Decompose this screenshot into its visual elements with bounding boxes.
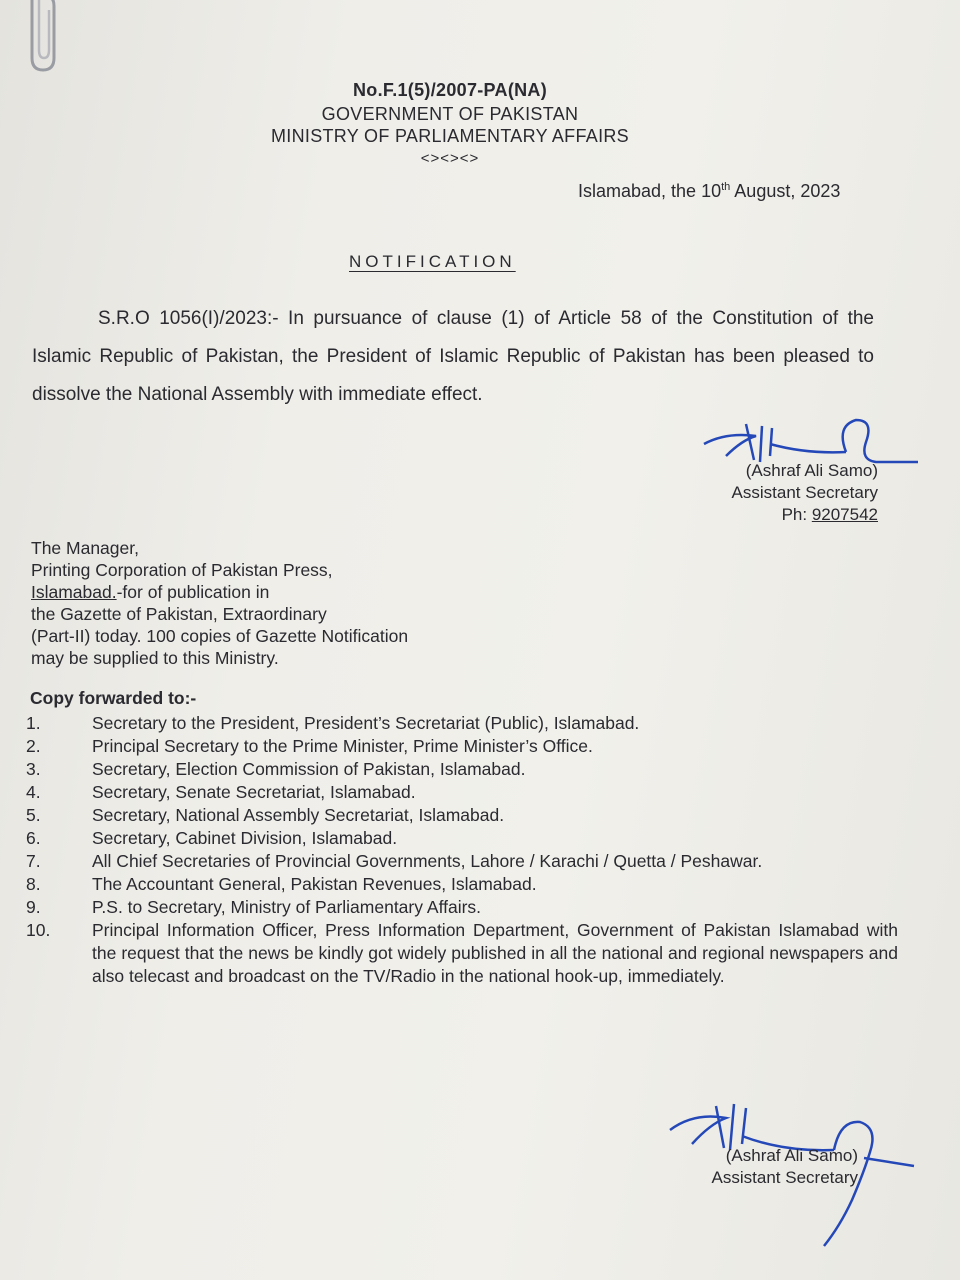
notification-title: NOTIFICATION: [349, 252, 516, 271]
government-heading: GOVERNMENT OF PAKISTAN: [321, 104, 579, 124]
dateline: Islamabad, the 10th August, 2023: [578, 181, 841, 201]
signatory-name: (Ashraf Ali Samo): [725, 1146, 858, 1165]
list-item: 8. The Accountant General, Pakistan Revenues, Islamabad.: [26, 874, 537, 894]
signatory-phone: Ph: 9207542: [781, 505, 878, 524]
notification-body: S.R.O 1056(I)/2023:- In pursuance of clause (1) of Article 58 of the Constitution of the Islamic Republic of Pakistan, the President of Islamic Republic of Pakistan has been pleased to dissolve the National Assembly with immediate effect.: [32, 308, 874, 405]
list-item: 6. Secretary, Cabinet Division, Islamabad.: [26, 828, 398, 848]
paperclip-icon: [22, 0, 72, 75]
header-ornament: <><><>: [420, 150, 480, 167]
list-item: 7. All Chief Secretaries of Provincial Governments, Lahore / Karachi / Quetta / Peshawar.: [26, 851, 763, 871]
copy-forwarded-heading: Copy forwarded to:-: [30, 688, 197, 708]
file-number: No.F.1(5)/2007-PA(NA): [353, 80, 547, 100]
signatory-designation: Assistant Secretary: [731, 483, 878, 502]
signatory-bottom: [660, 1145, 858, 1189]
signatory-top: [690, 460, 878, 526]
list-item: 10. Principal Information Officer, Press Information Department, Government of Pakistan Islamabad with the request that the news be kindly got widely published in all the national and regional newspapers and also telecast and broadcast on the TV/Radio in the national hook-up, immediately.: [26, 920, 898, 986]
list-item: 9. P.S. to Secretary, Ministry of Parliamentary Affairs.: [26, 897, 482, 917]
list-item: 2. Principal Secretary to the Prime Minister, Prime Minister’s Office.: [26, 736, 593, 756]
addressee-block: The Manager, Printing Corporation of Pakistan Press, Islamabad.-for of publication in the Gazette of Pakistan, Extraordinary (Part-II) today. 100 copies of Gazette Notification may be supplied to this Ministry.: [31, 538, 409, 668]
signatory-designation: Assistant Secretary: [711, 1168, 858, 1187]
ministry-heading: MINISTRY OF PARLIAMENTARY AFFAIRS: [271, 126, 629, 146]
list-item: 5. Secretary, National Assembly Secretariat, Islamabad.: [26, 805, 505, 825]
signatory-name: (Ashraf Ali Samo): [745, 461, 878, 480]
list-item: 1. Secretary to the President, President’s Secretariat (Public), Islamabad.: [26, 713, 640, 733]
copy-forwarded-list: [26, 712, 898, 988]
list-item: 4. Secretary, Senate Secretariat, Islamabad.: [26, 782, 416, 802]
list-item: 3. Secretary, Election Commission of Pakistan, Islamabad.: [26, 759, 526, 779]
